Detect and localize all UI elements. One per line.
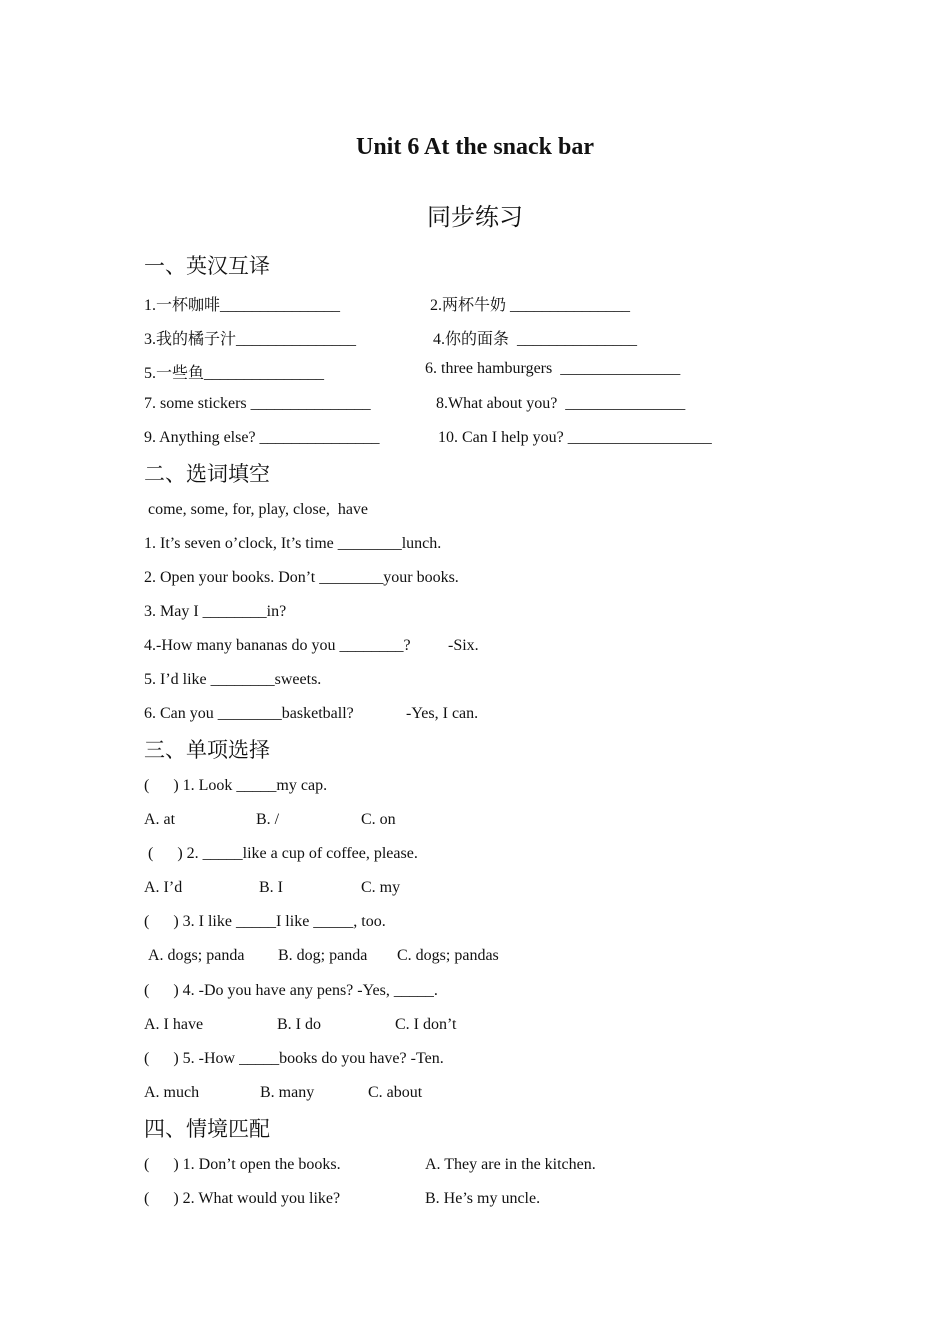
s3-q2-option-b: B. I [259, 879, 283, 896]
s1-item-8: 8.What about you? _______________ [436, 395, 686, 412]
s1-item-3: 3.我的橘子汁_______________ [144, 331, 357, 348]
s1-item-4: 4.你的面条 _______________ [433, 331, 638, 348]
s2-item-4-answer: -Six. [448, 637, 479, 654]
s3-q1-option-b: B. / [256, 811, 280, 828]
s1-item-5: 5.一些鱼_______________ [144, 365, 325, 382]
s2-item-3: 3. May I ________in? [144, 603, 287, 620]
s3-q3-option-a: A. dogs; panda [148, 947, 245, 964]
s2-item-6: 6. Can you ________basketball? [144, 705, 354, 722]
s3-q5-option-c: C. about [368, 1084, 423, 1101]
s3-question-1: ( ) 1. Look _____my cap. [144, 777, 328, 794]
s2-item-5: 5. I’d like ________sweets. [144, 671, 322, 688]
s2-item-1: 1. It’s seven o’clock, It’s time ________lunch. [144, 535, 442, 552]
s2-item-4: 4.-How many bananas do you ________? [144, 637, 411, 654]
s3-q4-option-a: A. I have [144, 1016, 204, 1033]
page-subtitle: 同步练习 [427, 205, 523, 231]
s1-item-10: 10. Can I help you? __________________ [438, 429, 712, 446]
s4-row-1-left: ( ) 1. Don’t open the books. [144, 1156, 341, 1173]
s3-q3-option-b: B. dog; panda [278, 947, 368, 964]
s3-q2-option-a: A. I’d [144, 879, 183, 896]
s3-q4-option-b: B. I do [277, 1016, 321, 1033]
s1-item-1: 1.一杯咖啡_______________ [144, 297, 341, 314]
s1-item-6: 6. three hamburgers _______________ [425, 360, 681, 377]
section-4-heading: 四、情境匹配 [144, 1117, 270, 1141]
s1-item-2: 2.两杯牛奶 _______________ [430, 297, 631, 314]
s3-q4-option-c: C. I don’t [395, 1016, 457, 1033]
word-bank: come, some, for, play, close, have [148, 501, 369, 518]
s3-q2-option-c: C. my [361, 879, 401, 896]
section-3-heading: 三、单项选择 [144, 738, 270, 762]
s3-question-3: ( ) 3. I like _____I like _____, too. [144, 913, 386, 930]
s3-q1-option-c: C. on [361, 811, 396, 828]
s3-question-2: ( ) 2. _____like a cup of coffee, please. [148, 845, 418, 862]
s4-row-2-left: ( ) 2. What would you like? [144, 1190, 341, 1207]
s3-question-5: ( ) 5. -How _____books do you have? -Ten. [144, 1050, 444, 1067]
page-title: Unit 6 At the snack bar [355, 134, 595, 160]
s4-row-2-right: B. He’s my uncle. [425, 1190, 541, 1207]
section-1-heading: 一、英汉互译 [144, 254, 270, 278]
s3-q1-option-a: A. at [144, 811, 176, 828]
section-2-heading: 二、选词填空 [144, 462, 270, 486]
s2-item-2: 2. Open your books. Don’t ________your books. [144, 569, 459, 586]
s3-q5-option-b: B. many [260, 1084, 315, 1101]
s3-question-4: ( ) 4. -Do you have any pens? -Yes, _____. [144, 982, 438, 999]
s2-item-6-answer: -Yes, I can. [406, 705, 479, 722]
s1-item-7: 7. some stickers _______________ [144, 395, 371, 412]
s3-q5-option-a: A. much [144, 1084, 200, 1101]
s4-row-1-right: A. They are in the kitchen. [425, 1156, 596, 1173]
s1-item-9: 9. Anything else? _______________ [144, 429, 380, 446]
s3-q3-option-c: C. dogs; pandas [397, 947, 499, 964]
